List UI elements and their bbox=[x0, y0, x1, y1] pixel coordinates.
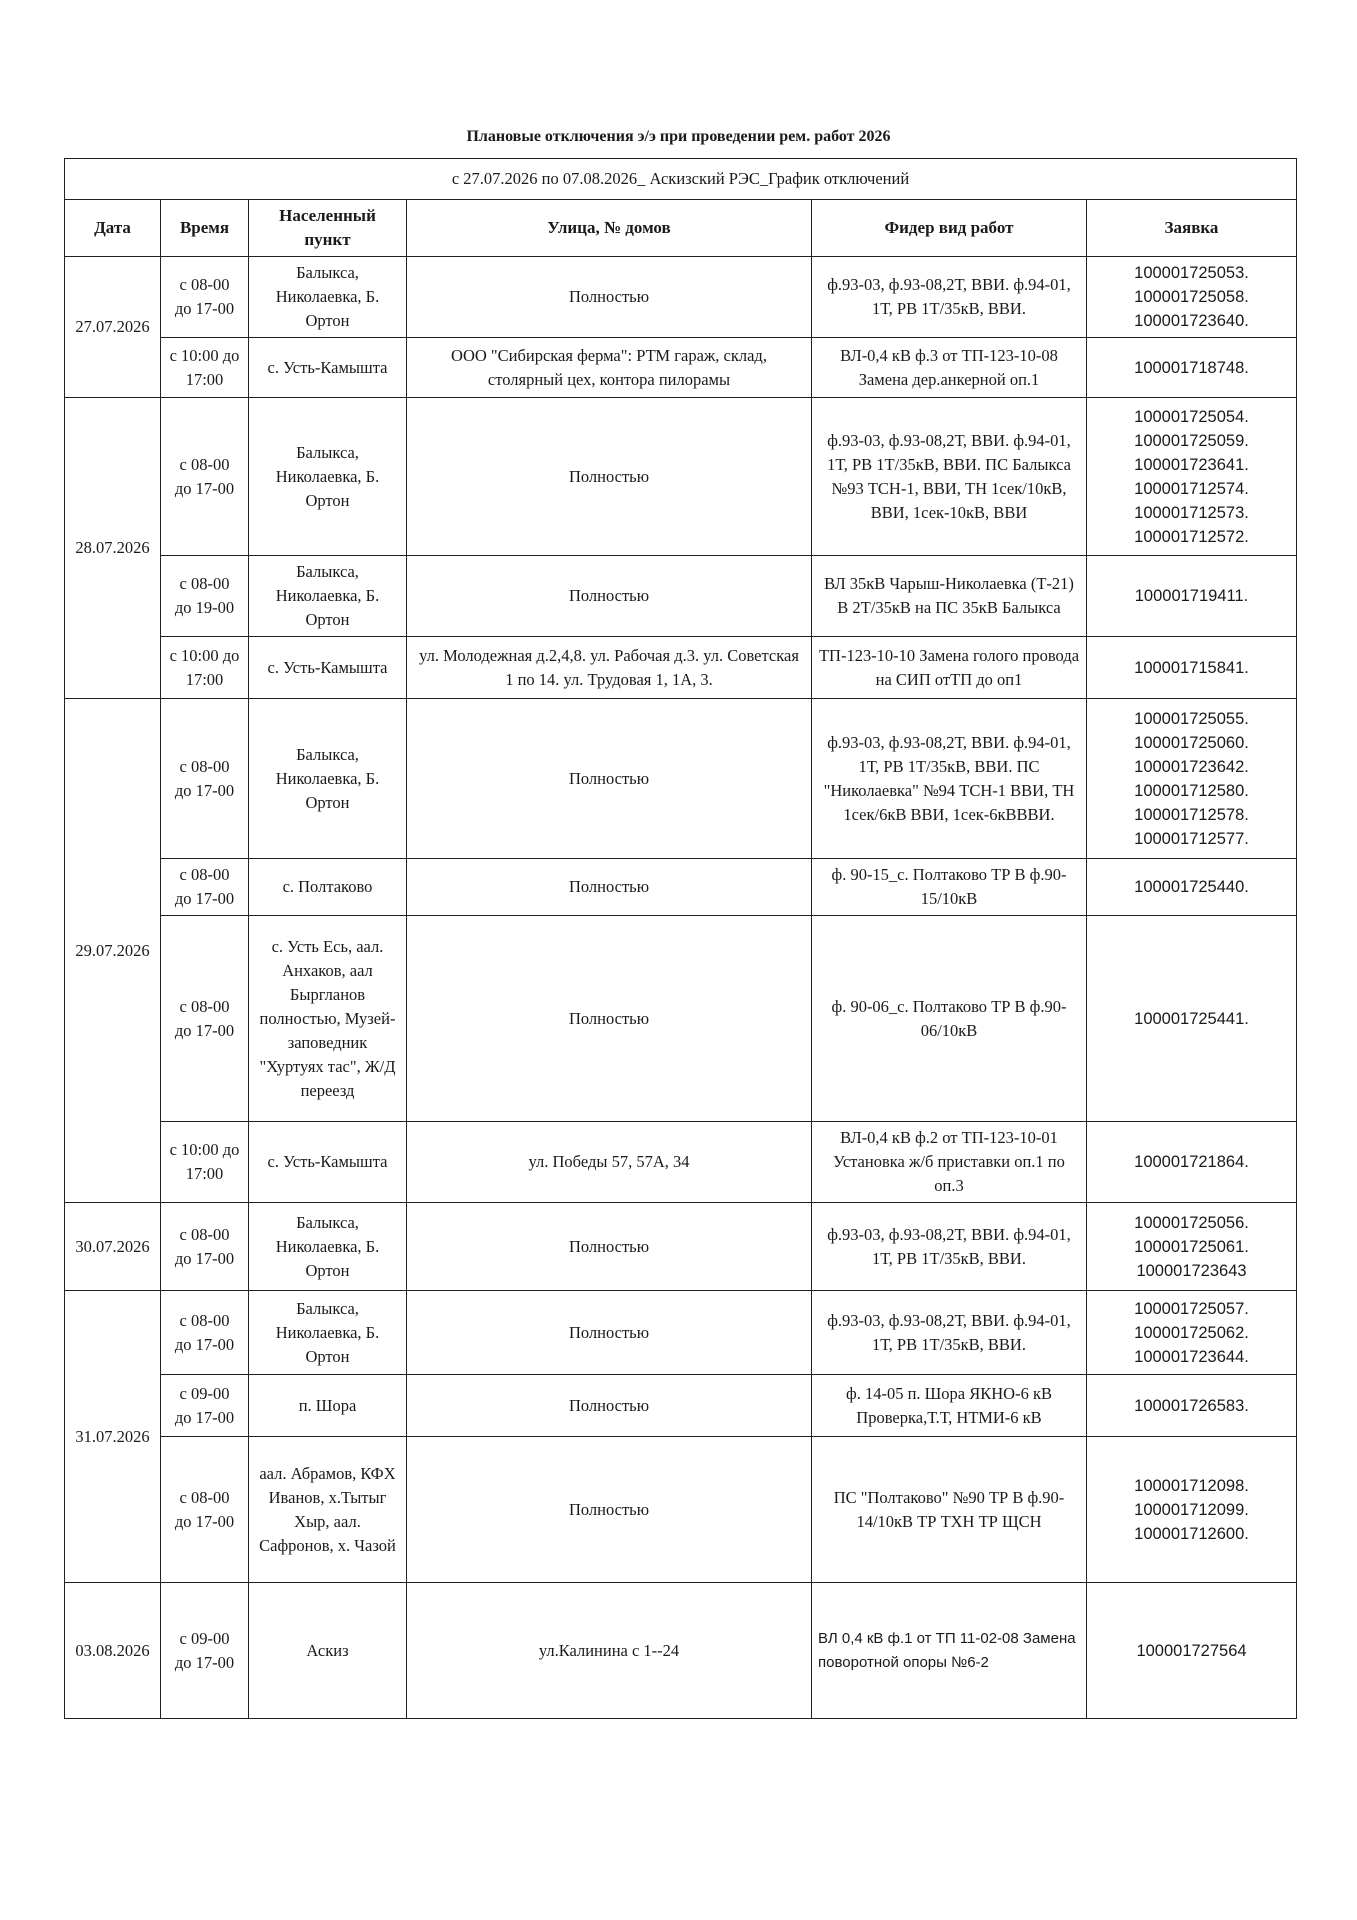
feeder-cell: ТП-123-10-10 Замена голого провода на СИП отТП до оп1 bbox=[812, 637, 1087, 699]
table-row bbox=[65, 699, 1297, 859]
request-cell: 100001727564 bbox=[1087, 1583, 1297, 1719]
request-cell: 100001721864. bbox=[1087, 1122, 1297, 1203]
request-cell: 100001726583. bbox=[1087, 1375, 1297, 1437]
street-cell: Полностью bbox=[407, 1437, 812, 1583]
request-cell: 100001725053. 100001725058. 100001723640. bbox=[1087, 257, 1297, 338]
feeder-cell: ф.93-03, ф.93-08,2Т, ВВИ. ф.94-01, 1Т, РВ 1Т/35кВ, ВВИ. ПС "Николаевка" №94 ТСН-1 ВВИ, ТН 1сек/6кВ ВВИ, 1сек-6кВВВИ. bbox=[812, 699, 1087, 859]
street-cell: ул.Калинина с 1--24 bbox=[407, 1583, 812, 1719]
time-cell: с 08-00 до 17-00 bbox=[161, 1437, 249, 1583]
time-cell: с 09-00 до 17-00 bbox=[161, 1375, 249, 1437]
street-cell: Полностью bbox=[407, 916, 812, 1122]
street-cell: Полностью bbox=[407, 1375, 812, 1437]
time-cell: с 08-00 до 17-00 bbox=[161, 257, 249, 338]
table-row bbox=[65, 1203, 1297, 1291]
time-cell: с 10:00 до 17:00 bbox=[161, 1122, 249, 1203]
locality-cell: Балыкса, Николаевка, Б. Ортон bbox=[249, 257, 407, 338]
street-cell: Полностью bbox=[407, 556, 812, 637]
table-row bbox=[65, 1122, 1297, 1203]
locality-cell: Балыкса, Николаевка, Б. Ортон bbox=[249, 1291, 407, 1375]
locality-cell: аал. Абрамов, КФХ Иванов, х.Тытыг Хыр, аал. Сафронов, х. Чазой bbox=[249, 1437, 407, 1583]
feeder-cell: ф. 90-15_с. Полтаково ТР В ф.90-15/10кВ bbox=[812, 859, 1087, 916]
feeder-cell: ВЛ 35кВ Чарыш-Николаевка (Т-21) В 2Т/35кВ на ПС 35кВ Балыкса bbox=[812, 556, 1087, 637]
time-cell: с 09-00 до 17-00 bbox=[161, 1583, 249, 1719]
time-cell: с 10:00 до 17:00 bbox=[161, 338, 249, 398]
request-cell: 100001718748. bbox=[1087, 338, 1297, 398]
table-row bbox=[65, 556, 1297, 637]
request-cell: 100001715841. bbox=[1087, 637, 1297, 699]
table-row bbox=[65, 398, 1297, 556]
locality-cell: с. Усть Есь, аал. Анхаков, аал Быргланов полностью, Музей-заповедник "Хуртуях тас", Ж/Д переезд bbox=[249, 916, 407, 1122]
table-row bbox=[65, 859, 1297, 916]
date-cell: 31.07.2026 bbox=[65, 1291, 161, 1583]
street-cell: Полностью bbox=[407, 257, 812, 338]
time-cell: с 08-00 до 17-00 bbox=[161, 916, 249, 1122]
period-header: с 27.07.2026 по 07.08.2026_ Аскизский РЭС_График отключений bbox=[65, 159, 1297, 200]
locality-cell: Балыкса, Николаевка, Б. Ортон bbox=[249, 398, 407, 556]
col-header-locality: Населенный пункт bbox=[249, 200, 407, 257]
period-header-row bbox=[65, 159, 1297, 200]
time-cell: с 08-00 до 17-00 bbox=[161, 1291, 249, 1375]
locality-cell: Балыкса, Николаевка, Б. Ортон bbox=[249, 556, 407, 637]
col-header-time: Время bbox=[161, 200, 249, 257]
table-row bbox=[65, 1437, 1297, 1583]
date-cell: 28.07.2026 bbox=[65, 398, 161, 699]
table-row bbox=[65, 338, 1297, 398]
request-cell: 100001725056. 100001725061. 100001723643 bbox=[1087, 1203, 1297, 1291]
locality-cell: п. Шора bbox=[249, 1375, 407, 1437]
time-cell: с 08-00 до 17-00 bbox=[161, 699, 249, 859]
outage-schedule-table bbox=[64, 158, 1297, 1719]
col-header-street: Улица, № домов bbox=[407, 200, 812, 257]
table-row bbox=[65, 1291, 1297, 1375]
locality-cell: Балыкса, Николаевка, Б. Ортон bbox=[249, 1203, 407, 1291]
date-cell: 29.07.2026 bbox=[65, 699, 161, 1203]
table-row bbox=[65, 257, 1297, 338]
request-cell: 100001725441. bbox=[1087, 916, 1297, 1122]
col-header-request: Заявка bbox=[1087, 200, 1297, 257]
request-cell: 100001725055. 100001725060. 100001723642. 100001712580. 100001712578. 100001712577. bbox=[1087, 699, 1297, 859]
locality-cell: Балыкса, Николаевка, Б. Ортон bbox=[249, 699, 407, 859]
locality-cell: с. Усть-Камышта bbox=[249, 338, 407, 398]
street-cell: ул. Молодежная д.2,4,8. ул. Рабочая д.3. ул. Советская 1 по 14. ул. Трудовая 1, 1А, 3. bbox=[407, 637, 812, 699]
request-cell: 100001712098. 100001712099. 100001712600. bbox=[1087, 1437, 1297, 1583]
col-header-date: Дата bbox=[65, 200, 161, 257]
street-cell: Полностью bbox=[407, 1291, 812, 1375]
request-cell: 100001719411. bbox=[1087, 556, 1297, 637]
feeder-cell: ВЛ 0,4 кВ ф.1 от ТП 11-02-08 Замена поворотной опоры №6-2 bbox=[812, 1583, 1087, 1719]
table-row bbox=[65, 916, 1297, 1122]
feeder-cell: ф.93-03, ф.93-08,2Т, ВВИ. ф.94-01, 1Т, РВ 1Т/35кВ, ВВИ. bbox=[812, 1203, 1087, 1291]
request-cell: 100001725440. bbox=[1087, 859, 1297, 916]
time-cell: с 08-00 до 17-00 bbox=[161, 398, 249, 556]
time-cell: с 08-00 до 17-00 bbox=[161, 1203, 249, 1291]
feeder-cell: ВЛ-0,4 кВ ф.3 от ТП-123-10-08 Замена дер.анкерной оп.1 bbox=[812, 338, 1087, 398]
street-cell: ООО "Сибирская ферма": РТМ гараж, склад, столярный цех, контора пилорамы bbox=[407, 338, 812, 398]
date-cell: 03.08.2026 bbox=[65, 1583, 161, 1719]
request-cell: 100001725054. 100001725059. 100001723641. 100001712574. 100001712573. 100001712572. bbox=[1087, 398, 1297, 556]
feeder-cell: ф. 90-06_с. Полтаково ТР В ф.90-06/10кВ bbox=[812, 916, 1087, 1122]
street-cell: Полностью bbox=[407, 1203, 812, 1291]
table-row bbox=[65, 1375, 1297, 1437]
request-cell: 100001725057. 100001725062. 100001723644. bbox=[1087, 1291, 1297, 1375]
feeder-cell: ф.93-03, ф.93-08,2Т, ВВИ. ф.94-01, 1Т, РВ 1Т/35кВ, ВВИ. bbox=[812, 1291, 1087, 1375]
date-cell: 27.07.2026 bbox=[65, 257, 161, 398]
column-header-row bbox=[65, 200, 1297, 257]
feeder-cell: ф.93-03, ф.93-08,2Т, ВВИ. ф.94-01, 1Т, РВ 1Т/35кВ, ВВИ. bbox=[812, 257, 1087, 338]
feeder-cell: ф. 14-05 п. Шора ЯКНО-6 кВ Проверка,Т.Т, НТМИ-6 кВ bbox=[812, 1375, 1087, 1437]
date-cell: 30.07.2026 bbox=[65, 1203, 161, 1291]
time-cell: с 08-00 до 19-00 bbox=[161, 556, 249, 637]
table-row bbox=[65, 637, 1297, 699]
street-cell: Полностью bbox=[407, 398, 812, 556]
locality-cell: с. Усть-Камышта bbox=[249, 637, 407, 699]
feeder-cell: ПС "Полтаково" №90 ТР В ф.90-14/10кВ ТР ТХН ТР ЩСН bbox=[812, 1437, 1087, 1583]
feeder-cell: ф.93-03, ф.93-08,2Т, ВВИ. ф.94-01, 1Т, РВ 1Т/35кВ, ВВИ. ПС Балыкса №93 ТСН-1, ВВИ, ТН 1сек/10кВ, ВВИ, 1сек-10кВ, ВВИ bbox=[812, 398, 1087, 556]
table-row bbox=[65, 1583, 1297, 1719]
locality-cell: Аскиз bbox=[249, 1583, 407, 1719]
time-cell: с 08-00 до 17-00 bbox=[161, 859, 249, 916]
street-cell: Полностью bbox=[407, 859, 812, 916]
col-header-feeder: Фидер вид работ bbox=[812, 200, 1087, 257]
street-cell: Полностью bbox=[407, 699, 812, 859]
time-cell: с 10:00 до 17:00 bbox=[161, 637, 249, 699]
locality-cell: с. Усть-Камышта bbox=[249, 1122, 407, 1203]
street-cell: ул. Победы 57, 57А, 34 bbox=[407, 1122, 812, 1203]
feeder-cell: ВЛ-0,4 кВ ф.2 от ТП-123-10-01 Установка ж/б приставки оп.1 по оп.3 bbox=[812, 1122, 1087, 1203]
locality-cell: с. Полтаково bbox=[249, 859, 407, 916]
document-title: Плановые отключения э/э при проведении рем. работ 2026 bbox=[466, 128, 891, 145]
